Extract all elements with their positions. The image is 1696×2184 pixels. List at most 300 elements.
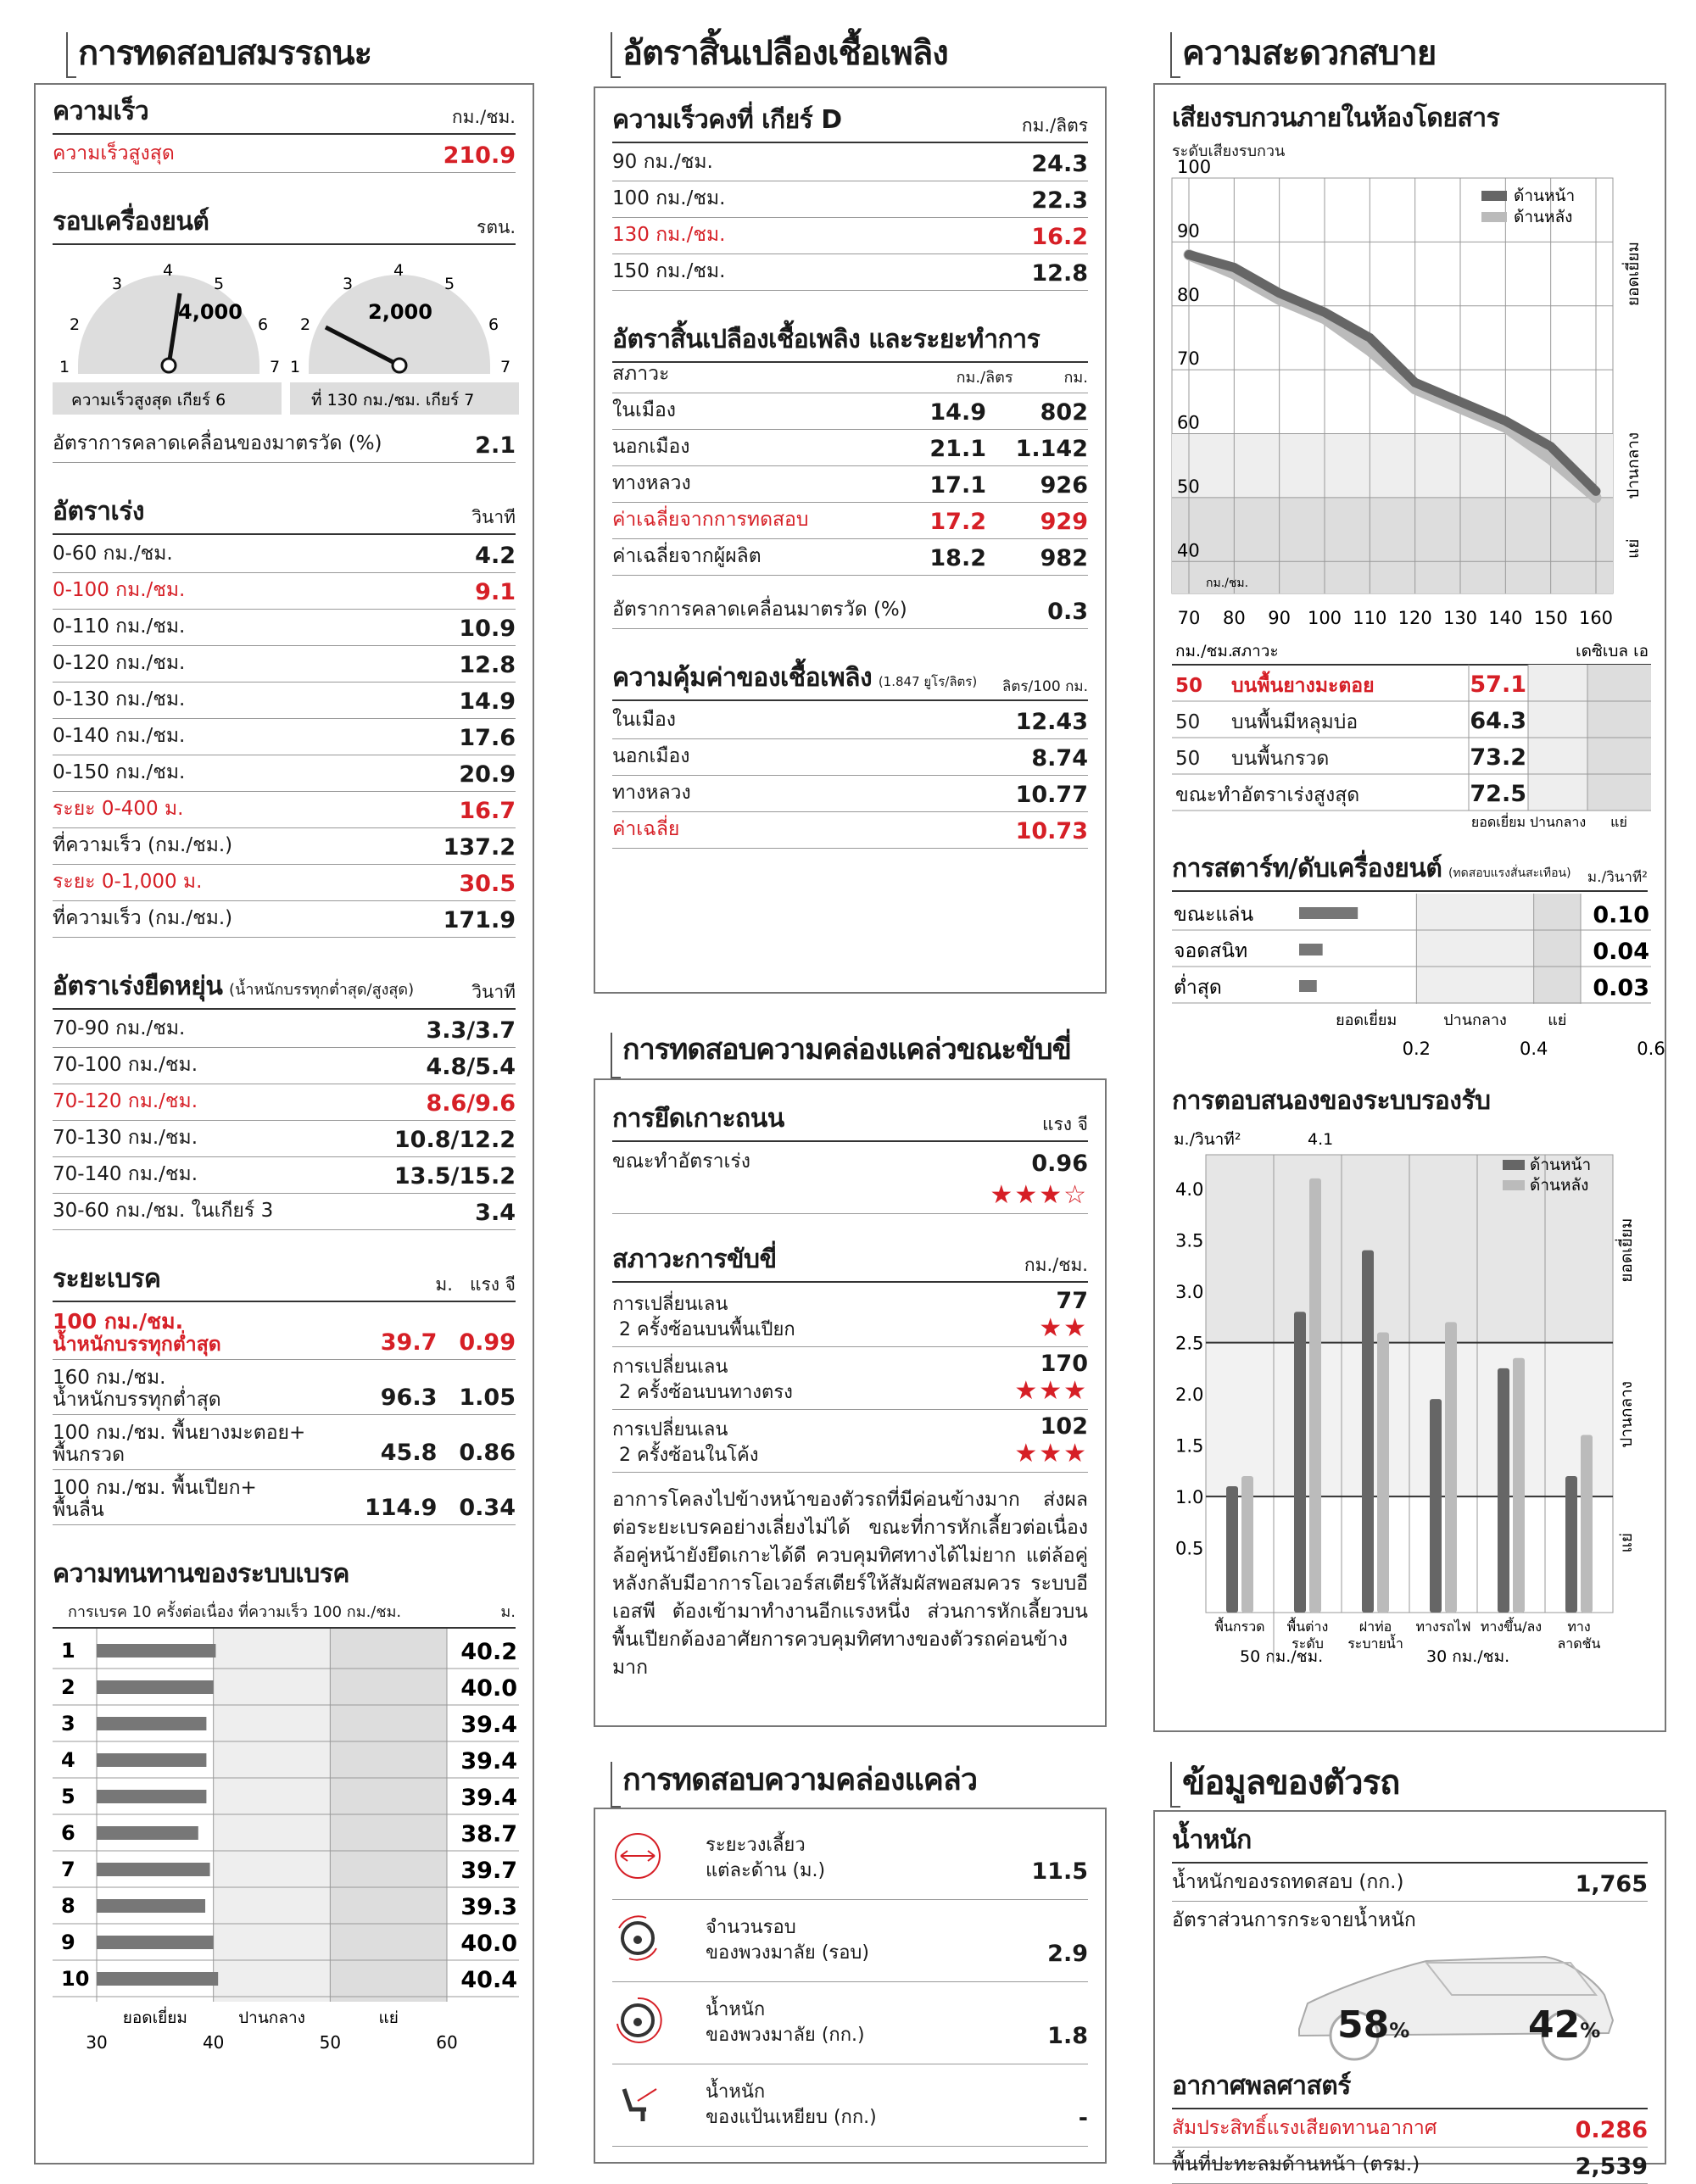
noise-section (1172, 98, 1648, 643)
acceleration-unit: วินาที (471, 507, 516, 527)
fuel-value-value: 10.77 (1015, 782, 1088, 808)
endurance-value: 39.4 (460, 1748, 517, 1774)
suspension-bar (1241, 1476, 1253, 1613)
grip-stars: ★★★☆ (990, 1180, 1088, 1210)
gauge-1-tick-7: 7 (270, 358, 281, 376)
agility-value: 11.5 (1031, 1858, 1088, 1885)
suspension-category: ลาดชัน (1557, 1635, 1601, 1652)
driving-row (612, 1347, 1088, 1410)
gauge-1-tick-1: 1 (59, 358, 70, 376)
grip-section (612, 1099, 1088, 1214)
steady-speed-label: 150 กม./ชม. (612, 260, 726, 282)
acceleration-title-row (53, 492, 516, 535)
vibration-tick: 0.6 (1637, 1039, 1665, 1059)
driving-label-1: การเปลี่ยนเลน (612, 1357, 728, 1378)
noise-ytick: 80 (1177, 284, 1200, 305)
steady-title-row (612, 100, 1088, 143)
endurance-zone-label: ปานกลาง (238, 2008, 305, 2027)
test-weight-row (1172, 1865, 1648, 1902)
test-weight-value: 1,765 (1575, 1871, 1648, 1897)
vibration-chart (1172, 894, 1665, 1076)
vibration-zone: ยอดเยี่ยม (1336, 1011, 1398, 1029)
range-label: ในเมือง (612, 399, 677, 421)
steady-speed-value: 12.8 (1031, 260, 1088, 287)
range-kml-value: 17.1 (929, 472, 986, 499)
acceleration-value: 30.5 (459, 871, 516, 897)
endurance-tick: 30 (86, 2032, 108, 2053)
braking-distance-value: 96.3 (380, 1384, 438, 1411)
front-weight-value: 58 (1337, 2003, 1390, 2047)
vibration-title: การสตาร์ท/ดับเครื่องยนต์ (1172, 854, 1442, 883)
driving-value: 102 (1040, 1413, 1088, 1440)
acceleration-label: ระยะ 0-400 ม. (53, 798, 184, 820)
braking-label-1: 100 กม./ชม. พื้นเปียก+ (53, 1477, 257, 1499)
agility-row (612, 1900, 1088, 1982)
braking-label-1: 160 กม./ชม. (53, 1367, 166, 1389)
flexibility-value: 8.6/9.6 (426, 1090, 516, 1117)
acceleration-value: 171.9 (443, 907, 516, 933)
suspension-bar (1362, 1251, 1374, 1613)
steady-speed-value: 24.3 (1031, 151, 1088, 177)
noise-xtick: 90 (1268, 608, 1292, 628)
speed-title: ความเร็ว (53, 97, 149, 126)
suspension-category: ทาง (1567, 1618, 1591, 1635)
rpm-unit: รตน. (477, 217, 516, 237)
agility-label-1: น้ำหนัก (706, 2081, 766, 2103)
suspension-category: พื้นต่าง (1286, 1618, 1329, 1635)
acceleration-row (53, 792, 516, 828)
range-title-row (612, 320, 1088, 363)
suspension-category: ทางขึ้น/ลง (1480, 1618, 1543, 1635)
suspension-ytick: 1.5 (1175, 1435, 1204, 1457)
noise-table-value: 57.1 (1470, 671, 1526, 698)
grip-title: การยึดเกาะถนน (612, 1104, 784, 1134)
acceleration-label: ที่ความเร็ว (กม./ชม.) (53, 907, 233, 929)
noise-xunit: กม./ชม. (1206, 577, 1249, 590)
brake-endurance-subtitle: การเบรค 10 ครั้งต่อเนื่อง ที่ความเร็ว 100 กม./ชม. (68, 1603, 402, 1621)
rpm-section (53, 202, 516, 463)
driving-label-1: การเปลี่ยนเลน (612, 1294, 728, 1315)
suspension-bar (1226, 1486, 1238, 1613)
fuel-value-rows (612, 703, 1088, 849)
driving-stars: ★★★ (1014, 1376, 1088, 1406)
noise-xtick: 140 (1488, 608, 1523, 628)
suspension-ytick: 3.5 (1175, 1230, 1204, 1251)
flexibility-title: อัตราเร่งยืดหยุ่น (53, 972, 223, 1001)
flexibility-label: 70-90 กม./ชม. (53, 1017, 186, 1039)
max-speed-value: 210.9 (443, 142, 516, 169)
noise-table-condition: ขณะทำอัตราเร่งสูงสุด (1175, 784, 1360, 806)
gauge-1-tick-4: 4 (163, 261, 174, 280)
driving-label-2: 2 ครั้งซ้อนบนทางตรง (619, 1382, 793, 1403)
suspension-zone-label: ยอดเยี่ยม (1617, 1217, 1636, 1283)
driving-stars: ★★ (1039, 1313, 1088, 1343)
gauge-1-value: 4,000 (178, 300, 243, 324)
agility-row (612, 1818, 1088, 1900)
suspension-zone-label: แย่ (1617, 1532, 1636, 1553)
flexibility-row (53, 1084, 516, 1121)
fuel-value-title-row (612, 658, 1088, 701)
weight-distribution (1172, 1936, 1648, 2063)
suspension-ytick: 1.0 (1175, 1487, 1204, 1508)
noise-xtick: 120 (1398, 608, 1432, 628)
suspension-zone-label: ปานกลาง (1617, 1380, 1636, 1448)
noise-subtitle: ระดับเสียงรบกวน (1172, 142, 1286, 160)
suspension-ytick: 0.5 (1175, 1538, 1204, 1559)
range-row (612, 393, 1088, 430)
vibration-zone: แย่ (1548, 1011, 1567, 1029)
endurance-bar (97, 1899, 205, 1913)
range-kml-value: 14.9 (929, 399, 986, 426)
acceleration-value: 137.2 (443, 834, 516, 861)
braking-row (53, 1470, 516, 1525)
grip-unit: แรง จี (1041, 1114, 1088, 1134)
range-km-value: 982 (1040, 545, 1088, 571)
acceleration-value: 10.9 (459, 616, 516, 642)
agility-box (594, 1808, 1107, 2164)
range-rows (612, 393, 1088, 576)
acceleration-row (53, 901, 516, 938)
driving-section (612, 1240, 1088, 1473)
noise-xtick: 70 (1177, 608, 1201, 628)
suspension-category: ทางรถไฟ (1415, 1618, 1471, 1635)
range-label: นอกเมือง (612, 436, 690, 458)
noise-legend-label: ด้านหน้า (1514, 187, 1576, 205)
performance-box (34, 83, 534, 2164)
noise-xtick: 150 (1533, 608, 1568, 628)
suspension-legend-label: ด้านหน้า (1530, 1156, 1592, 1174)
noise-ytick: 60 (1177, 412, 1200, 433)
flexibility-label: 70-120 กม./ชม. (53, 1090, 198, 1112)
fuel-value-title: ความคุ้มค่าของเชื้อเพลิง (612, 663, 873, 693)
fuel-box (594, 86, 1107, 994)
acceleration-value: 4.2 (475, 543, 516, 569)
suspension-chart (1172, 1121, 1651, 1666)
braking-label-2: พื้นกรวด (53, 1444, 126, 1466)
agility-label-1: ระยะวงเลี้ยว (706, 1835, 806, 1856)
vibration-title-row (1172, 849, 1648, 892)
endurance-value: 39.4 (460, 1712, 517, 1738)
endurance-label: 7 (61, 1858, 75, 1881)
flexibility-label: 30-60 กม./ชม. ในเกียร์ 3 (53, 1200, 274, 1222)
suspension-bar (1581, 1435, 1593, 1613)
steady-unit: กม./ลิตร (1021, 115, 1088, 136)
gauge-2-tick-4: 4 (393, 261, 404, 280)
steady-speed-label: 90 กม./ชม. (612, 151, 713, 173)
suspension-bar (1377, 1332, 1389, 1613)
acceleration-row (53, 646, 516, 682)
flexibility-rows (53, 1011, 516, 1230)
max-speed-label: ความเร็วสูงสุด (53, 142, 175, 164)
acceleration-row (53, 537, 516, 573)
weight-title: น้ำหนัก (1172, 1825, 1252, 1855)
endurance-label: 3 (61, 1712, 75, 1736)
suspension-bar (1294, 1312, 1306, 1613)
section-header-vehicle: ข้อมูลของตัวรถ (1153, 1755, 1662, 1804)
column-agility (594, 1755, 1102, 1804)
suspension-unit: ม./วินาที² (1174, 1130, 1241, 1149)
frontal-area-label: พื้นที่ปะทะลมด้านหน้า (ตรม.) (1172, 2153, 1420, 2176)
fuel-value-row (612, 739, 1088, 776)
endurance-label: 4 (61, 1748, 75, 1772)
range-km-value: 929 (1040, 509, 1088, 535)
frontal-area-value: 2,539 (1575, 2153, 1648, 2180)
suspension-group-50: 50 กม./ชม. (1240, 1647, 1324, 1666)
endurance-tick: 50 (319, 2032, 342, 2053)
grip-label: ขณะทำอัตราเร่ง (612, 1150, 750, 1173)
suspension-ytick: 3.0 (1175, 1282, 1204, 1303)
brake-endurance-title-row (53, 1554, 516, 1596)
fuel-value-label: ในเมือง (612, 709, 677, 731)
gauge-1-tick-2: 2 (70, 315, 81, 334)
agility-label-2: ของพวงมาลัย (กก.) (706, 2025, 865, 2046)
driving-value: 77 (1056, 1288, 1088, 1314)
endurance-label: 1 (61, 1639, 75, 1663)
steady-rows (612, 145, 1088, 291)
range-row (612, 539, 1088, 576)
braking-g-value: 0.86 (459, 1440, 516, 1466)
endurance-value: 38.7 (460, 1821, 517, 1847)
agility-label-2: ของแป้นเหยียบ (กก.) (706, 2107, 877, 2128)
range-deviation-row (612, 593, 1088, 629)
driving-stars: ★★★ (1014, 1439, 1088, 1468)
driving-title-row (612, 1240, 1088, 1283)
suspension-ytick: 4.0 (1175, 1179, 1204, 1200)
weight-distribution-label: อัตราส่วนการกระจายน้ำหนัก (1172, 1909, 1416, 1931)
vibration-value: 0.04 (1593, 939, 1649, 965)
acceleration-value: 17.6 (459, 725, 516, 751)
driving-rows (612, 1284, 1088, 1473)
noise-table-zone: แย่ (1610, 814, 1627, 830)
noise-table-speed: 50 (1175, 675, 1203, 697)
agility-value: 1.8 (1047, 2022, 1088, 2049)
drag-coefficient-row (1172, 2111, 1648, 2148)
braking-distance-value: 114.9 (364, 1495, 438, 1521)
meter-deviation-label: อัตราการคลาดเคลื่อนของมาตรวัด (%) (53, 432, 382, 454)
noise-table-value: 64.3 (1470, 708, 1526, 734)
gauge-2-caption: ที่ 130 กม./ชม. เกียร์ 7 (311, 391, 475, 410)
flexibility-value: 3.4 (475, 1200, 516, 1226)
meter-deviation-value: 2.1 (475, 432, 516, 459)
acceleration-value: 9.1 (475, 579, 516, 605)
range-label: ค่าเฉลี่ยจากการทดสอบ (612, 509, 809, 531)
range-row (612, 466, 1088, 503)
range-deviation-value: 0.3 (1047, 599, 1088, 625)
noise-table-speed: 50 (1175, 748, 1201, 770)
fuel-value-value: 10.73 (1015, 818, 1088, 844)
vehicle-box (1153, 1810, 1666, 2180)
gauge-1-tick-3: 3 (112, 275, 123, 293)
handling-box (594, 1078, 1107, 1727)
weight-section (1172, 1820, 1648, 2184)
noise-zone-label: แย่ (1624, 538, 1643, 559)
endurance-label: 5 (61, 1785, 75, 1808)
fuel-value-row (612, 776, 1088, 812)
endurance-label: 2 (61, 1675, 75, 1699)
suspension-bar (1513, 1358, 1525, 1613)
suspension-bar (1430, 1399, 1442, 1613)
vibration-label: ต่ำสุด (1174, 977, 1222, 999)
braking-rows (53, 1304, 516, 1525)
gauge-2-tick-3: 3 (343, 275, 354, 293)
flexibility-value: 10.8/12.2 (393, 1127, 516, 1153)
range-section (612, 320, 1088, 629)
flexibility-subtitle: (น้ำหนักบรรทุกต่ำสุด/สูงสุด) (229, 981, 415, 999)
aero-title: อากาศพลศาสตร์ (1172, 2071, 1351, 2101)
acceleration-value: 12.8 (459, 652, 516, 678)
range-km-value: 1.142 (1015, 436, 1088, 462)
endurance-bar (97, 1936, 214, 1949)
agility-row (612, 1982, 1088, 2064)
section-header-handling: การทดสอบความคล่องแคล่วขณะขับขี่ (594, 1026, 1102, 1075)
driving-row (612, 1410, 1088, 1473)
range-kml-value: 18.2 (929, 545, 986, 571)
suspension-title: การตอบสนองของระบบรองรับ (1172, 1086, 1491, 1116)
vibration-bar (1299, 907, 1358, 919)
steady-speed-label: 100 กม./ชม. (612, 187, 726, 209)
range-label: ทางหลวง (612, 472, 691, 494)
gauge-2 (290, 261, 510, 376)
front-weight-pct: % (1389, 2019, 1410, 2042)
suspension-category: ระดับ (1292, 1635, 1324, 1652)
noise-ytick: 90 (1177, 220, 1200, 242)
vibration-label: จอดสนิท (1174, 940, 1248, 962)
acceleration-row (53, 719, 516, 755)
fuel-value-row (612, 812, 1088, 849)
braking-unit-g: แรง จี (469, 1274, 516, 1295)
endurance-bar (97, 1826, 198, 1840)
noise-zone-label: ปานกลาง (1624, 432, 1643, 499)
test-weight-label: น้ำหนักของรถทดสอบ (กก.) (1172, 1871, 1404, 1893)
vibration-value: 0.10 (1593, 902, 1649, 928)
noise-table-value: 72.5 (1470, 781, 1526, 807)
suspension-legend-label: ด้านหลัง (1530, 1176, 1589, 1195)
gauge-1-caption: ความเร็วสูงสุด เกียร์ 6 (71, 391, 226, 410)
vibration-subtitle: (ทดสอบแรงสั่นสะเทือน) (1448, 866, 1571, 880)
fuel-value-subtitle: (1.847 ยูโร/ลิตร) (878, 674, 978, 689)
column-handling (594, 1026, 1102, 1075)
endurance-label: 9 (61, 1930, 75, 1954)
rpm-gauges (53, 247, 516, 433)
brake-endurance-subtitle-row (53, 1597, 516, 1629)
acceleration-rows (53, 537, 516, 938)
noise-table-header: สภาวะ (1231, 642, 1279, 660)
acceleration-row (53, 865, 516, 901)
noise-ytick: 40 (1177, 540, 1200, 561)
acceleration-row (53, 682, 516, 719)
braking-row (53, 1304, 516, 1360)
flexibility-title-row (53, 967, 516, 1010)
braking-g-value: 1.05 (459, 1384, 516, 1411)
endurance-bar (97, 1790, 206, 1803)
rear-weight-pct: % (1580, 2019, 1601, 2042)
acceleration-label: 0-110 กม./ชม. (53, 616, 186, 638)
gauge-2-tick-2: 2 (300, 315, 311, 334)
column-vehicle (1153, 1755, 1662, 1804)
grip-value: 0.96 (1031, 1150, 1088, 1177)
flexibility-label: 70-100 กม./ชม. (53, 1054, 198, 1076)
weight-title-row (1172, 1820, 1648, 1864)
speed-unit: กม./ชม. (451, 107, 516, 127)
aero-title-row (1172, 2066, 1648, 2109)
drag-coefficient-value: 0.286 (1575, 2117, 1648, 2143)
flexibility-row (53, 1194, 516, 1230)
brake-endurance-chart (53, 1629, 519, 2053)
vibration-section (1172, 849, 1665, 1081)
pedal-icon (612, 2077, 672, 2133)
driving-unit: กม./ชม. (1024, 1255, 1088, 1275)
vibration-zone: ปานกลาง (1443, 1011, 1507, 1029)
endurance-value: 40.0 (460, 1930, 517, 1957)
agility-label-2: แต่ละด้าน (ม.) (706, 1860, 826, 1881)
rpm-gauges-svg (53, 247, 519, 433)
acceleration-title: อัตราเร่ง (53, 497, 144, 526)
suspension-category: พื้นกรวด (1214, 1618, 1265, 1635)
acceleration-label: 0-150 กม./ชม. (53, 761, 186, 783)
braking-row (53, 1415, 516, 1470)
gauge-1 (59, 261, 280, 376)
braking-g-value: 0.99 (459, 1329, 516, 1356)
noise-table-condition: บนพื้นกรวด (1231, 748, 1330, 770)
endurance-value: 39.7 (460, 1858, 517, 1884)
agility-rows (612, 1818, 1088, 2147)
acceleration-label: 0-140 กม./ชม. (53, 725, 186, 747)
drag-coefficient-label: สัมประสิทธิ์แรงเสียดทานอากาศ (1172, 2117, 1437, 2139)
acceleration-section (53, 492, 516, 938)
acceleration-label: 0-130 กม./ชม. (53, 688, 186, 710)
range-km-value: 926 (1040, 472, 1088, 499)
fuel-value-label: ค่าเฉลี่ย (612, 818, 680, 840)
braking-title-row (53, 1259, 516, 1302)
fuel-value-label: นอกเมือง (612, 745, 690, 767)
steady-speed-label: 130 กม./ชม. (612, 224, 726, 246)
vibration-tick: 0.4 (1519, 1039, 1548, 1059)
agility-label-2: ของพวงมาลัย (รอบ) (706, 1942, 869, 1964)
range-kml-value: 21.1 (929, 436, 986, 462)
fuel-value-unit: ลิตร/100 กม. (1001, 678, 1088, 695)
rpm-title: รอบเครื่องยนต์ (53, 207, 209, 237)
steady-speed-value: 16.2 (1031, 224, 1088, 250)
range-row (612, 503, 1088, 539)
grip-row (612, 1144, 1088, 1180)
acceleration-row (53, 573, 516, 610)
brake-endurance-section (53, 1554, 516, 2058)
noise-table-header: เดซิเบล เอ (1576, 642, 1649, 660)
suspension-bar (1498, 1368, 1509, 1613)
rpm-title-row (53, 202, 516, 245)
acceleration-value: 16.7 (459, 798, 516, 824)
noise-xtick: 100 (1307, 608, 1342, 628)
front-weight (1337, 2003, 1409, 2047)
agility-value: 2.9 (1047, 1940, 1088, 1967)
driving-value: 170 (1040, 1351, 1088, 1377)
flexibility-row (53, 1121, 516, 1157)
fuel-value-value: 8.74 (1031, 745, 1088, 772)
endurance-bar (97, 1863, 210, 1876)
range-header-km: กม. (1063, 369, 1088, 387)
driving-label-1: การเปลี่ยนเลน (612, 1419, 728, 1440)
steady-speed-row (612, 254, 1088, 291)
noise-table-section (1172, 636, 1648, 840)
noise-xtick: 110 (1353, 608, 1387, 628)
speed-title-row (53, 92, 516, 135)
flexibility-section (53, 967, 516, 1230)
agility-label-1: จำนวนรอบ (706, 1917, 796, 1938)
endurance-zone-label: แย่ (378, 2008, 399, 2027)
braking-label-1: 100 กม./ชม. พื้นยางมะตอย+ (53, 1422, 306, 1444)
noise-xtick: 80 (1222, 608, 1246, 628)
braking-label-2: น้ำหนักบรรทุกต่ำสุด (53, 1389, 221, 1411)
